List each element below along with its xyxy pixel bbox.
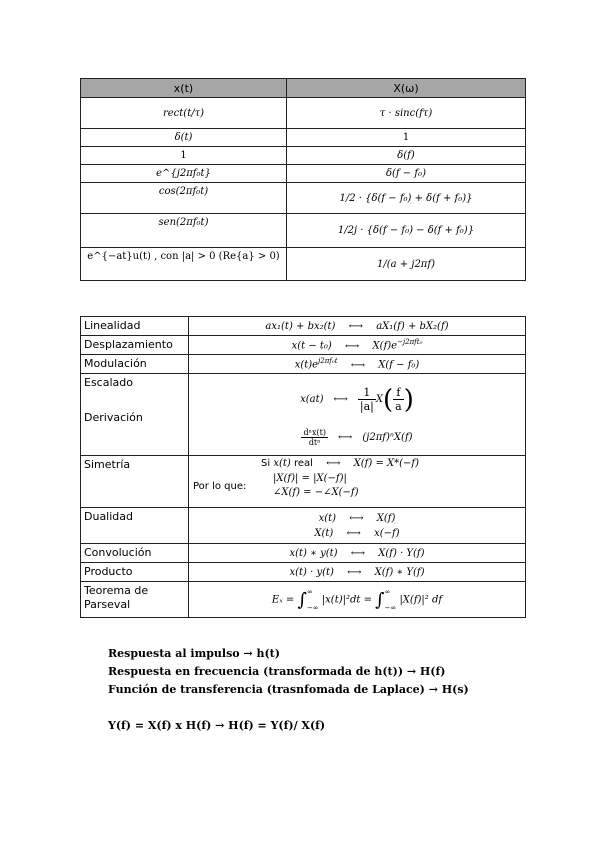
cell-X: δ(f − f₀) [287,165,526,183]
formula-exponent: −j2πft₀ [397,338,423,347]
property-label: Escalado [84,376,133,389]
cell-X: 1 [287,129,526,147]
cell-X: δ(f) [287,147,526,165]
property-formula: x(at) ⟷ $\frac{1}{|a|}$ X ( $\frac{f}{a}$ ) $\frac{\text{dⁿx(t)}}{\text{dtⁿ}}$ ⟷ (j2πf)ⁿX(f) [189,374,526,456]
cell-X: 1/(a + j2πf) [287,248,526,281]
fraction: $\frac{1}{|a|}$ [359,386,374,413]
property-row-desplazamiento [81,336,526,355]
cell-x: e^{−at}u(t) , con |a| > 0 (Re{a} > 0) [81,248,287,281]
fourier-properties-table [80,316,526,618]
cell-x: rect(t/τ) [81,98,287,129]
arrow-icon: ⟷ [350,547,366,559]
table-row [81,248,526,281]
property-formula: x(t) · y(t) ⟷ X(f) ∗ Y(f) [189,563,526,582]
table-row [81,165,526,183]
arrow-icon: ⟷ [346,527,361,539]
cell-x: δ(t) [81,129,287,147]
note-line: Función de transferencia (trasnfomada de Laplace) → H(s) [108,683,469,696]
cell-X: 1/2 · {δ(f − f₀) + δ(f + f₀)} [287,183,526,214]
cell-x: e^{j2πf₀t} [81,165,287,183]
system-notes [108,645,469,735]
property-label: Convolución [81,544,189,563]
formula-rhs: X(f − f₀) [378,359,420,371]
formula-rhs: (j2πf)ⁿX(f) [362,432,413,443]
transform-pairs-table [80,78,526,281]
cell-X: τ · sinc(fτ) [287,98,526,129]
property-formula [189,355,526,374]
property-label: Teorema de Parseval [81,582,189,618]
arrow-icon: ⟷ [349,512,364,524]
arrow-icon: ⟷ [350,359,366,371]
property-row-modulacion [81,355,526,374]
property-formula: x(t) ∗ y(t) ⟷ X(f) · Y(f) [189,544,526,563]
formula-lhs: x(t − t₀) [291,340,332,352]
property-label: Dualidad [81,508,189,544]
property-row-linealidad [81,317,526,336]
property-formula [189,336,526,355]
col-header-x: x(t) [81,79,287,98]
property-formula: Eₓ = ∫ ∞ −∞ |x(t)|²dt = ∫ ∞ −∞ |X(f)|² df [189,582,526,618]
cell-X: 1/2j · {δ(f − f₀) − δ(f + f₀)} [287,214,526,248]
formula-X: X [375,394,383,405]
note-line: Respuesta en frecuencia (transformada de h(t)) → H(f) [108,665,446,678]
property-row-simetria [81,456,526,508]
formula-lhs: x(at) [300,394,324,405]
property-label: Linealidad [81,317,189,336]
property-label: Modulación [81,355,189,374]
table-row [81,214,526,248]
formula-lhs: x(t)e [294,359,319,371]
col-header-X: X(ω) [287,79,526,98]
cell-x: sen(2πf₀t) [81,214,287,248]
property-label: Simetría [81,456,189,508]
property-formula: Si x(t) real ⟷ X(f) = X*(−f) Por lo que: |X(f)| = |X(−f)| ∠X(f) = −∠X(−f) [189,456,526,508]
formula-exponent: j2πf₀t [318,357,338,366]
note-line: Respuesta al impulso → h(t) [108,647,280,660]
formula-rhs: X(f)e [372,340,398,352]
arrow-icon: ⟷ [326,458,341,469]
fraction-inner: $\frac{f}{a}$ [395,386,402,413]
property-formula: x(t) ⟷ X(f) X(t) ⟷ x(−f) [189,508,526,544]
property-formula [189,317,526,336]
arrow-icon: ⟷ [348,320,363,332]
cell-x: 1 [81,147,287,165]
property-label-pair [81,374,189,456]
table-header-row [81,79,526,98]
property-row-escalado-derivacion [81,374,526,456]
table-row [81,98,526,129]
arrow-icon: ⟷ [347,566,362,578]
property-label: Desplazamiento [81,336,189,355]
arrow-icon: ⟷ [333,394,348,405]
fraction-derivative: $\frac{\text{dⁿx(t)}}{\text{dtⁿ}}$ [303,428,326,447]
note-line: Y(f) = X(f) x H(f) → H(f) = Y(f)/ X(f) [108,719,326,732]
property-label: Derivación [84,411,143,424]
table-row [81,147,526,165]
property-row-producto [81,563,526,582]
table-row [81,183,526,214]
formula-lhs: ax₁(t) + bx₂(t) [265,320,336,332]
property-row-parseval [81,582,526,618]
cell-x: cos(2πf₀t) [81,183,287,214]
property-label: Producto [81,563,189,582]
formula-rhs: aX₁(f) + bX₂(f) [376,320,449,332]
table-row [81,129,526,147]
property-row-dualidad [81,508,526,544]
arrow-icon: ⟷ [345,340,360,352]
arrow-icon: ⟷ [338,432,353,443]
property-row-convolucion [81,544,526,563]
